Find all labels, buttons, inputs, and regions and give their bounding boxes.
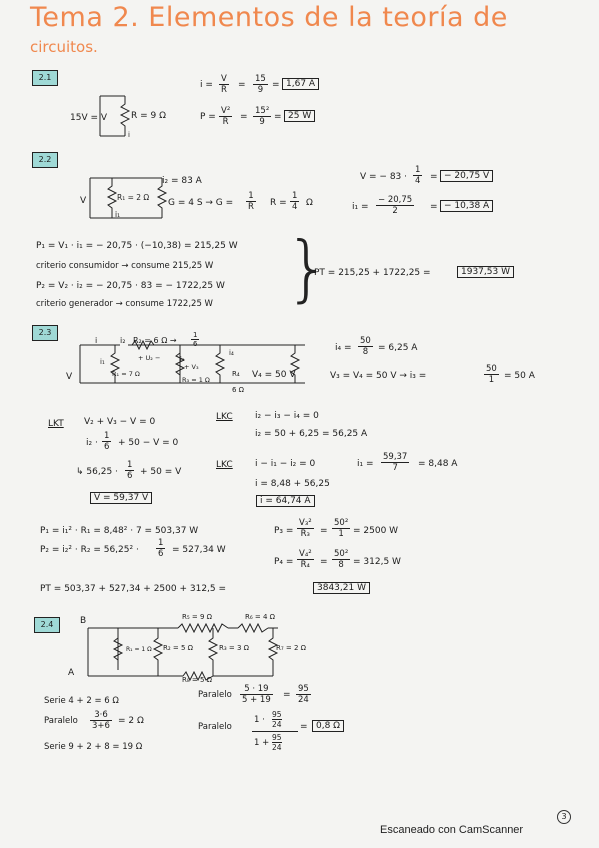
ex1-eq2-frac2: $\frac{\text{15²}}{9}$ [255, 106, 270, 127]
ex1-eq2-lhs: P = [200, 112, 216, 122]
ex3-lkt: LKT [48, 419, 64, 429]
ex4-par3-compound: 1 · 95 24 1 + 95 24 [252, 710, 298, 753]
page-title-line2: circuitos. [30, 38, 98, 56]
ex3-lkc2-eq: i − i₁ − i₂ = 0 [255, 459, 316, 469]
ex2-p1: P₁ = V₁ · i₁ = − 20,75 · (−10,38) = 215,25 W [36, 241, 238, 251]
exercise-tag-2-4: 2.4 [34, 617, 60, 633]
ex4-par1-res: = 2 Ω [118, 716, 144, 726]
ex4-lbl-r3: R₃ = 3 Ω [219, 644, 250, 652]
ex3-lbl-i4: i₄ [229, 349, 234, 357]
ex4-par3-lhs: Paralelo [198, 722, 232, 732]
ex2-i1-result: − 10,38 A [440, 200, 493, 212]
ex3-p2-frac: $\frac{1}{6}$ [158, 538, 164, 559]
ex4-par1-lhs: Paralelo [44, 716, 78, 726]
ex1-power-result: 25 W [284, 110, 315, 122]
ex2-v-label: V [80, 196, 87, 206]
ex3-lkc1-eq: i₂ − i₃ − i₄ = 0 [255, 411, 319, 421]
ex3-lbl-r2-frac: $\frac{1}{6}$ [193, 331, 198, 348]
ex2-v-frac: $\frac{1}{4}$ [415, 165, 421, 186]
ex3-lkc2: LKC [216, 460, 233, 470]
ex2-r-label: R₁ = 2 Ω [117, 193, 150, 202]
brace: } [285, 226, 331, 310]
ex4-lbl-a: A [68, 668, 75, 678]
ex3-i4-frac: $\frac{50}{8}$ [360, 336, 371, 357]
ex4-serie2: Serie 9 + 2 + 8 = 19 Ω [44, 742, 143, 752]
ex3-i3-res: = 50 A [504, 371, 535, 381]
ex3-v-result: V = 59,37 V [90, 492, 152, 504]
ex3-pt: PT = 503,37 + 527,34 + 2500 + 312,5 = [40, 584, 227, 594]
notes-page: Tema 2. Elementos de la teoría de circuitos. 2.1 15V = V R = 9 Ω i i = $\frac{V}{R}$ = $\frac{15}{9}$ = 1,67 A P = $\frac{\text{V²}}{R}$ = $\frac{\text{15²}}{9}$ = 25 W 2.2 V R₁ = 2 Ω i₁ i₂ = 83 A G = 4 S → G = $\frac{1}{R}$ R = $\frac{1}{4}$ Ω V = − 83 · $\frac{1}{4}$ = − 20,75 V i₁ = $\frac{- 20,75}{2}$ = − 10,38 A P₁ = V₁ · i₁ = − 20,75 · (−10,38) = 215,25 W criterio consumidor → consume 215,25 W P₂ = V₂ · i₂ = − 20,75 · 83 = − 1722,25 W criterio generador → consume 1722,25 W } PT = 215,25 + 1722,25 = 1937,53 W 2.3 i i₂ R₂ = 6 Ω → $\frac{1}{6}$ i₁ R₁ = 7 Ω + U₂ − i₃ + V₃ R₃ = 1 Ω i₄ R₄ 6 Ω V₄ = 50 V V i₄ = $\frac{50}{8}$ = 6,25 A V₃ = V₄ = 50 V → i₃ = $\frac{50}{1}$ = 50 A LKT V₂ + V₃ − V = 0 i₂ · $\frac{1}{6}$ + 50 − V = 0 ↳ 56,25 · $\frac{1}{6}$ + 50 = V V = 59,37 V LKC i₂ − i₃ − i₄ = 0 i₂ = 50 + 6,25 = 56,25 A LKC i − i₁ − i₂ = 0 i₁ = $\frac{59,37}{7}$ = 8,48 A i = 8,48 + 56,25 i = 64,74 A P₁ = i₁² · R₁ = 8,48² · 7 = 503,37 W P₂ = i₂² · R₂ = 56,25² · $\frac{1}{6}$ = 527,34 W P₃ = $\frac{\text{V₃²}}{\text{R₃}}$ = $\frac{\text{50²}}{1}$ = 2500 W P₄ = $\frac{\text{V₄²}}{\text{R₄}}$ = $\frac{\text{50²}}{8}$ = 312,5 W PT = 503,37 + 527,34 + 2500 + 312,5 = 3843,21 W 2.4 B A R₅ = 9 Ω R₆ = 4 Ω R₁ = 1 Ω R₂ = 5 Ω R₃ = 3 Ω R₇ = 2 Ω R₈ = 5 Ω Serie 4 + 2 = 6 Ω Paralelo $\frac{3\cdot 6}{3+6}$ = 2 Ω Serie 9 + 2 + 8 = 19 Ω Paralelo $\frac{5 \cdot 19}{5 + 19}$ = $\frac{95}{24}$ Paralelo 1 · 95 24 1 + 95 24 = 0,8 Ω 3 Escaneado con CamScanner [0, 0, 599, 848]
ex2-r-lhs: R = [270, 198, 287, 208]
ex2-i1-label: i₁ [115, 210, 121, 219]
ex3-lbl-r1: R₁ = 7 Ω [112, 370, 140, 378]
ex3-lbl-v4: V₄ = 50 V [252, 370, 296, 380]
ex3-p3-frac1: $\frac{\text{V₃²}}{\text{R₃}}$ [299, 518, 312, 539]
exercise-tag-2-1: 2.1 [32, 70, 58, 86]
ex2-g-label: G = 4 S → G = [168, 198, 234, 208]
ex3-lkc1-res: i₂ = 50 + 6,25 = 56,25 A [255, 429, 368, 439]
ex1-eq1-lhs: i = [200, 80, 213, 90]
ex3-p2-rhs: = 527,34 W [172, 545, 226, 555]
ex4-par1-frac: $\frac{3\cdot 6}{3+6}$ [92, 710, 110, 731]
ex3-lbl-i: i [95, 336, 98, 345]
ex3-p3-frac2: $\frac{\text{50²}}{1}$ [334, 518, 349, 539]
ex3-i-result: i = 64,74 A [256, 495, 315, 507]
ex2-pt-result: 1937,53 W [457, 266, 514, 278]
ex3-p4-frac2: $\frac{\text{50²}}{8}$ [334, 549, 349, 570]
camscanner-watermark: Escaneado con CamScanner [380, 824, 524, 836]
ex3-lkc1: LKC [216, 412, 233, 422]
page-number: 3 [557, 810, 571, 824]
ex3-lkt3-rhs: + 50 = V [140, 467, 182, 477]
ex4-lbl-r2: R₂ = 5 Ω [163, 644, 194, 652]
ex3-i-eq: i = 8,48 + 56,25 [255, 479, 330, 489]
ex3-lbl-r2: R₂ = 6 Ω → [133, 336, 177, 345]
ex1-v-label: 15V = V [70, 113, 108, 123]
ex4-lbl-b: B [80, 616, 87, 626]
ex1-eq1-frac2: $\frac{15}{9}$ [255, 74, 266, 95]
ex4-par2-eq: = [283, 690, 291, 700]
ex3-lkt2-lhs: i₂ · [86, 438, 98, 448]
ex3-lkt2-rhs: + 50 − V = 0 [118, 438, 179, 448]
ex1-current-result: 1,67 A [282, 78, 319, 90]
ex3-p3-res: = 2500 W [353, 526, 399, 536]
ex3-lbl-i1: i₁ [100, 358, 105, 366]
ex3-lbl-v3: + V₃ [184, 363, 199, 371]
ex2-pt: PT = 215,25 + 1722,25 = [314, 268, 431, 278]
ex3-lbl-i3: i₃ [180, 355, 185, 363]
exercise-tag-2-2: 2.2 [32, 152, 58, 168]
ex3-lbl-u2: + U₂ − [138, 354, 161, 362]
ex2-v-eq: V = − 83 · [360, 172, 407, 182]
ex3-lbl-r4: R₄ [232, 370, 240, 378]
ex2-i2-label: i₂ = 83 A [162, 176, 202, 186]
ex3-i1-frac: $\frac{59,37}{7}$ [383, 452, 408, 473]
ex4-lbl-r7: R₇ = 2 Ω [276, 644, 307, 652]
ex2-r-unit: Ω [306, 198, 313, 208]
ex2-i1-frac: $\frac{- 20,75}{2}$ [378, 195, 413, 216]
ex4-par2-lhs: Paralelo [198, 690, 232, 700]
ex3-p1: P₁ = i₁² · R₁ = 8,48² · 7 = 503,37 W [40, 526, 199, 536]
ex3-lbl-r3: R₃ = 1 Ω [182, 376, 210, 384]
ex2-criterio2: criterio generador → consume 1722,25 W [36, 299, 213, 309]
page-title: Tema 2. Elementos de la teoría de [30, 2, 508, 33]
ex4-lbl-r1: R₁ = 1 Ω [126, 646, 152, 653]
exercise-tag-2-3: 2.3 [32, 325, 58, 341]
ex3-lbl-i2: i₂ [120, 336, 126, 345]
ex3-lkt2-frac: $\frac{1}{6}$ [104, 431, 110, 452]
ex2-v-result: − 20,75 V [440, 170, 493, 182]
ex3-p2-lhs: P₂ = i₂² · R₂ = 56,25² · [40, 545, 139, 555]
ex3-p4-lhs: P₄ = [274, 557, 294, 567]
ex4-par2-frac1: $\frac{5 \cdot 19}{5 + 19}$ [242, 684, 271, 705]
ex3-lkt-eq: V₂ + V₃ − V = 0 [84, 417, 156, 427]
ex3-p3-lhs: P₃ = [274, 526, 294, 536]
ex3-i3-frac: $\frac{50}{1}$ [486, 364, 497, 385]
ex3-lkt3: ↳ 56,25 · [76, 467, 118, 477]
ex3-lkt3-frac: $\frac{1}{6}$ [127, 460, 133, 481]
ex3-lbl-r4v: 6 Ω [232, 386, 245, 394]
ex2-i1-eq: i₁ = [352, 202, 369, 212]
ex3-lbl-v: V [66, 372, 73, 382]
ex3-i4-lhs: i₄ = [335, 343, 352, 353]
ex4-lbl-r8: R₈ = 5 Ω [182, 676, 213, 684]
ex2-p2: P₂ = V₂ · i₂ = − 20,75 · 83 = − 1722,25 W [36, 281, 225, 291]
ex3-i1-res: = 8,48 A [418, 459, 458, 469]
ex1-eq1-frac1: $\frac{V}{R}$ [221, 74, 227, 95]
ex2-r-frac: $\frac{1}{4}$ [292, 191, 298, 212]
ex1-i-label: i [128, 131, 130, 139]
ex3-pt-result: 3843,21 W [313, 582, 370, 594]
ex4-lbl-r5: R₅ = 9 Ω [182, 613, 213, 621]
ex3-p4-res: = 312,5 W [353, 557, 401, 567]
ex4-serie1: Serie 4 + 2 = 6 Ω [44, 696, 119, 706]
ex4-par3-result: 0,8 Ω [312, 720, 344, 732]
ex3-i4-res: = 6,25 A [378, 343, 418, 353]
ex1-eq2-frac1: $\frac{\text{V²}}{R}$ [221, 106, 231, 127]
ex2-g-frac: $\frac{1}{R}$ [248, 191, 254, 212]
ex1-r-label: R = 9 Ω [131, 111, 166, 121]
ex2-criterio1: criterio consumidor → consume 215,25 W [36, 261, 214, 271]
ex4-lbl-r6: R₆ = 4 Ω [245, 613, 276, 621]
ex3-p4-frac1: $\frac{\text{V₄²}}{\text{R₄}}$ [299, 549, 312, 570]
ex4-par2-frac2: $\frac{95}{24}$ [298, 684, 309, 705]
ex3-i1-lhs: i₁ = [357, 459, 374, 469]
ex3-v3-eq: V₃ = V₄ = 50 V → i₃ = [330, 371, 427, 381]
